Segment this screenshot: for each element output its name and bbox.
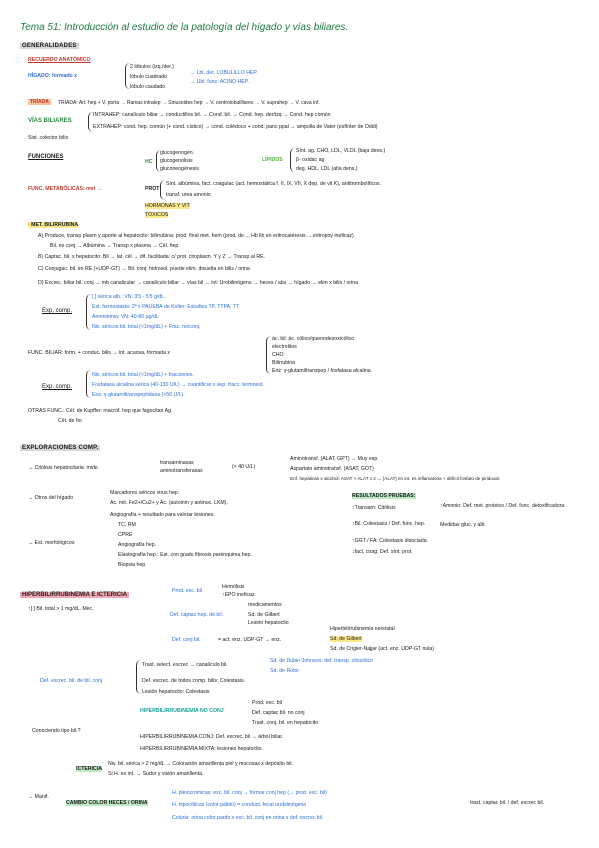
text: CPRE	[118, 532, 133, 538]
text: Coluria: orina color pardo x exc. bil. conj en orina x def. excrec bil.	[172, 815, 324, 821]
text: Def. excrec. de todos comp. bilis: Colestasis.	[142, 678, 246, 684]
text: Elastografía hep.: Est. con grado fibrosis parénquima hep.	[118, 552, 252, 558]
text: A) Produce, transp plasm y aporte al hepatocito: bilirrubina: prod. final met. hem (prod. de ... Hb lib en eritrocatéresis ... eritropoy ineficaz)	[38, 233, 354, 239]
text: Enf. hepáticas x alcohol: ASAT > ALAT x 2 → [ALAT] en int. es inflamatoria + déficit fosfato de piridoxal.	[290, 476, 500, 481]
text: Marcadores séricos virus hep.	[110, 490, 180, 496]
text: ↑Amonio: Def. met. proteico / Def. func. detoxificadora	[440, 503, 565, 509]
text: Def. captac bil. no conj	[252, 710, 305, 716]
text: Lesión hepatocito: Colestasis	[142, 689, 210, 695]
text: lóbulo cuadrado	[130, 74, 167, 80]
text: Prod. exc. bil	[252, 700, 282, 706]
text: Hiperbilirrubinemia neonatal	[330, 626, 395, 632]
text: Def. captac hep. de bil.	[170, 612, 224, 618]
text: gluconeogénesis	[160, 166, 199, 172]
text: Trast. select. excrec → canalículo bil.	[142, 662, 228, 668]
text: · MET. BILIRRUBINA	[28, 222, 79, 228]
text: HIPERBILIRRUBINEMIA NO CONJ	[140, 708, 224, 714]
text: Hemólisis	[222, 584, 245, 590]
text: Sd. de Dubin-Johnson: def. transp. citosólico	[270, 658, 373, 664]
text: HIPERBILIRRUBINEMIA CONJ: Def. excrec. bil → árbol biliar.	[140, 734, 284, 740]
text: TC, RM	[118, 522, 136, 528]
brace	[136, 660, 141, 694]
brace	[86, 370, 91, 398]
text: H. pleiocrómicas: exc. bil. conj → formar conj hep (→ prod. exc. bil)	[172, 790, 327, 796]
text: EXTRAHEP: cond. hep. común (+ cond. cístico) → cond. colédoco + cond. panc ppal → ampolla de Vater (esfínter de Oddi)	[93, 124, 378, 130]
text: Bil. no conj → Albúmina → Transp x plasma → Cél. hep.	[50, 243, 180, 249]
text: Sist. colector bilis	[28, 135, 69, 141]
text: Est. hemostasia: 2ª x PAUEBA de Koller: Estudios TP, TTPA, TT.	[92, 304, 241, 310]
text: Def. conj bil.	[172, 637, 201, 643]
text: lóbulo caudado	[130, 84, 166, 90]
text: Exp. comp.	[42, 384, 73, 390]
text: glucogenogén.	[160, 150, 195, 156]
text: = act. enz. UDP-GT → enz.	[218, 637, 282, 643]
text: FUNC. BILIAR: form. + conduc. bilis → int. acuosa, formada x	[28, 350, 170, 356]
text: HIPERBILIRRUBINEMIA MIXTA: lesiones hepatocito.	[140, 746, 264, 752]
text: FUNC. METABÓLICAS: met →	[28, 186, 102, 192]
text: Def. excrec. bil. de bil. conj	[40, 678, 102, 684]
text: transf. urea amonio	[166, 192, 211, 198]
text: → Lbl. der. LOBULILLO HEP.	[190, 70, 258, 76]
text: TRÍADA	[30, 99, 49, 105]
text: → Otros del hígado	[28, 495, 73, 501]
text: Angiografía hep.	[118, 542, 157, 548]
text: ↑GGT / FA: Colestasis disociada	[352, 538, 427, 544]
text: Ac. mit. Fe2+/Cu2+ y Ac. (autoinm y antinuc. LKM).	[110, 500, 228, 506]
text: Angiografía + resultado para valorar lesiones.	[110, 512, 215, 518]
text: ↑Bil. Colestasis / Def. func. hep.	[352, 521, 426, 527]
text: RESULTADOS PRUEBAS:	[352, 493, 416, 499]
text: deg. HDL, LDL (alta dens.)	[296, 166, 358, 172]
text: Cél. de Ito	[58, 418, 82, 424]
text: Aminotransf. (ALAT, GPT) → Muy esp.	[290, 456, 379, 462]
text: B) Captac. bil. x hepatocito: Bil → lat. cél → dif. facilitada: c/ prot. citoplasm. Y y Z → Transp al RE.	[38, 254, 265, 260]
section-exploraciones: EXPLORACIONES COMP.	[22, 445, 99, 451]
text: Enz: γ-glutamiltranspep / fosfatasa alcalina	[272, 368, 371, 374]
text: 2 lóbulos (izq./der.)	[130, 64, 174, 70]
brace	[290, 148, 295, 172]
section-generalidades: GENERALIDADES	[22, 43, 77, 49]
text: ác. bil: ác. cólico/quenodesoxicólico	[272, 336, 355, 342]
text: Aspartato aminotransf. (ASAT, GOT)	[290, 466, 374, 472]
text: Enz. γ-glutamiltranspeptidasa (<50 U/L).	[92, 392, 185, 398]
text: INTRAHEP: canalículo biliar → conductillos bil. → Cond. bil. → Cond. hep. der/izq → Cond. hep común	[93, 112, 331, 118]
text: Sínt. ag. CHO, LDL, VLDL (baja dens.)	[296, 148, 386, 154]
text: ↑Transam: Citólisis	[352, 505, 396, 511]
brace	[160, 180, 165, 200]
text: ↑[ ] Bil. total > 1 mg/dL. Mec.	[28, 606, 94, 612]
text: Prod. exc. bil	[172, 588, 202, 594]
text: → Manif.	[28, 794, 49, 800]
text: trast. captac bil. / def. excrec bil.	[470, 800, 545, 806]
text: (< 40 U/L)	[232, 464, 256, 470]
text: CHO	[272, 352, 284, 358]
text: HORMONAS Y VIT	[145, 203, 190, 209]
text: Amoniemia: VN: 40-80 µg/dL	[92, 314, 159, 320]
text: ICTERICIA	[76, 766, 102, 772]
text: Conociendo tipo bil.?	[32, 728, 81, 734]
text: HÍGADO: formado x	[28, 73, 77, 79]
text: transaminasas	[160, 460, 194, 466]
text: Biopsia hep.	[118, 562, 147, 568]
text: Bilirrubina	[272, 360, 296, 366]
text: TRÍADA: Art. hep + V. porta → Ramas intralep → Sinusoides hep → V. centrolobulillares → V. suprahep → V. cava inf.	[58, 100, 320, 106]
text: Niv. séricos bil. total (<1mg/dL) + Frac. no/conj.	[92, 324, 201, 330]
text: Sd. de Rotor	[270, 668, 300, 674]
text: OTRAS FUNC.: Cél. de Kupffer: macróf. hep que fagocitan Ag.	[28, 408, 173, 414]
text: HC	[145, 159, 153, 165]
section-funciones: FUNCIONES	[28, 154, 64, 160]
text: LÍPIDOS	[262, 157, 283, 163]
text: Fosfatasa alcalina sérica (40-130 U/L) → cuantificar x sep. fracc. termoest.	[92, 382, 264, 388]
text: [ ] sérica alb.: VN: 3'5 - 5'5 g/dL.	[92, 294, 166, 300]
text: → Ubl. func: ACINO HEP.	[190, 79, 250, 85]
text: Niv. séricos bil. total (<1mg/dL) + fracciones.	[92, 372, 194, 378]
text: aminotransferasas	[160, 468, 203, 474]
brace	[86, 294, 91, 330]
text: ↓fact. coag: Def. sínt. prot.	[352, 549, 413, 555]
text: ↑EPO ineficaz	[222, 592, 255, 598]
text: Sd. de Gilbert	[248, 612, 280, 618]
text: → Est. morfológicos	[28, 540, 75, 546]
brace	[266, 336, 271, 374]
text: medicamentos	[248, 602, 282, 608]
text: Si H. es int. → Sudor y visión amarillenta.	[108, 771, 204, 777]
text: H. hipocólicas (color pálido) = conduct. fecal urobilinógeno	[172, 802, 307, 808]
text: Exp. comp.	[42, 308, 73, 314]
section-hiperbili: HIPERBILIRRUBINEMIA E ICTERICIA	[22, 592, 128, 598]
text: Sd. de Gilbert	[330, 636, 362, 642]
text: Medidas gluc. y alb.	[440, 522, 486, 528]
text: β- oxidac ag	[296, 157, 325, 163]
text: PROT	[145, 186, 160, 192]
subheading-recuerdo: RECUERDO ANATÓMICO	[28, 57, 91, 63]
text: Sd. de Crigler-Najjar (act. enz. UDP-GT nula)	[330, 646, 434, 652]
text: Lesión hepatocito	[248, 620, 289, 626]
text: VÍAS BILIARES	[28, 118, 72, 124]
text: → Citólisis hepatocitaria: mide	[28, 465, 98, 471]
text: Niv. bil. sérica > 2 mg/dL → Coloración amarillenta piel y mucosas x depósito bil.	[108, 761, 293, 767]
text: C) Conjugac. bil. en RE (+UDP-GT) → Bil. conj: hidrosol. puede elim. disuelta en bilis / orina	[38, 266, 250, 272]
text: TÓXICOS	[145, 212, 169, 218]
text: D) Excrec. biliar bil. conj → mb canalicular → canalículo biliar → vías bil → int: Urobilinógeno → heces / abs → hígado → elim x bilis / orina	[38, 280, 359, 286]
page-title: Tema 51: Introducción al estudio de la patología del hígado y vías biliares.	[20, 22, 349, 33]
text: CAMBIO COLOR HECES / ORINA	[66, 800, 148, 806]
text: glucogenólisis	[160, 158, 193, 164]
text: Sínt. albúmina, fact. coagulac (act. hemostática f. II, IX, VII, X dep. de vit K), antitrombolíticos.	[166, 181, 382, 187]
text: Trast. conj. bil. en hepatocito	[252, 720, 319, 726]
text: electrolitos	[272, 344, 297, 350]
